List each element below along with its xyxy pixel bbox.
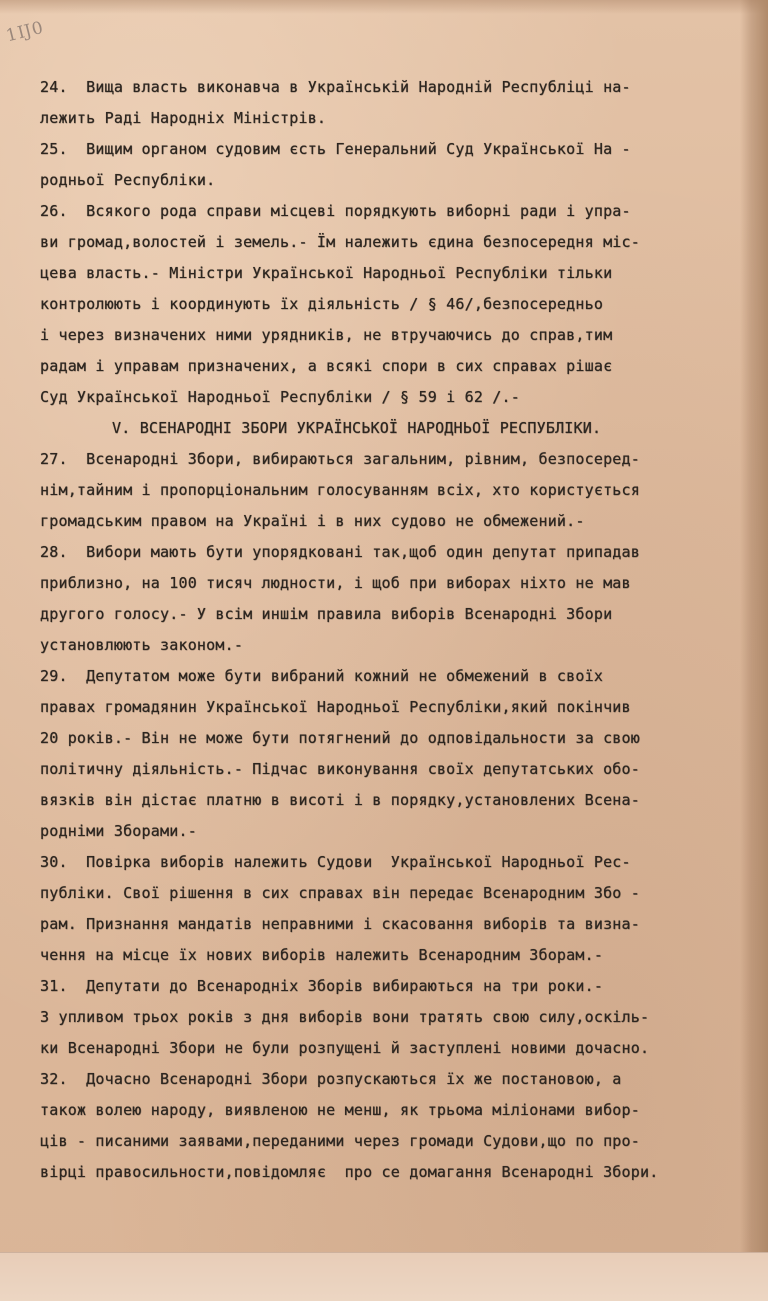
text-line: і через визначених ними урядників, не втручаючись до справ,тим	[40, 326, 613, 344]
text-line: родньої Республіки.	[40, 171, 216, 189]
text-line: 32. Дочасно Всенародні Збори розпускаються їх же постановою, а	[40, 1070, 622, 1088]
section-heading: V. ВСЕНАРОДНІ ЗБОРИ УКРАЇНСЬКОЇ НАРОДНЬОЇ РЕСПУБЛІКИ.	[112, 419, 602, 437]
text-line: лежить Раді Народніх Міністрів.	[40, 109, 327, 127]
typewritten-text	[40, 72, 755, 1188]
text-line: цева власть.- Міністри Української Народньої Республіки тільки	[40, 264, 613, 282]
text-line: вязків він дістає платню в висоті і в порядку,установлених Всена-	[40, 791, 640, 809]
text-line: 20 років.- Він не може бути потягнений до одповідальности за свою	[40, 729, 640, 747]
text-line: радам і управам призначених, а всякі спори в сих справах рішає	[40, 357, 613, 375]
text-line: 27. Всенародні Збори, вибираються загальним, рівним, безпосеред-	[40, 450, 640, 468]
text-line: 24. Вища власть виконавча в Українській Народній Республіці на-	[40, 78, 631, 96]
text-line: 26. Всякого рода справи місцеві порядкують виборні ради і упра-	[40, 202, 631, 220]
text-line: ців - писаними заявами,переданими через громади Судови,що по про-	[40, 1132, 640, 1150]
page-top-edge	[0, 0, 768, 14]
text-line: Суд Української Народньої Республіки / § 59 і 62 /.-	[40, 388, 520, 406]
text-line: правах громадянин Української Народньої Республіки,який покінчив	[40, 698, 631, 716]
text-line: 31. Депутати до Всенародніх Зборів вибираються на три роки.-	[40, 977, 604, 995]
text-line: публіки. Свої рішення в сих справах він передає Всенародним Збо -	[40, 884, 640, 902]
text-line: установлюють законом.-	[40, 636, 244, 654]
text-line: чення на місце їх нових виборів належить Всенародним Зборам.-	[40, 946, 604, 964]
text-line: родніми Зборами.-	[40, 822, 197, 840]
text-line: вірці правосильности,повідомляє про се домагання Всенародні Збори.	[40, 1163, 659, 1181]
scan-bottom-margin	[0, 1252, 768, 1301]
text-line: приблизно, на 100 тисяч людности, і щоб при виборах ніхто не мав	[40, 574, 631, 592]
text-line: рам. Признання мандатів неправними і скасовання виборів та визна-	[40, 915, 640, 933]
text-line: ки Всенародні Збори не були розпущені й заступлені новими дочасно.	[40, 1039, 650, 1057]
text-line: 29. Депутатом може бути вибраний кожний не обмежений в своїх	[40, 667, 604, 685]
text-line: також волею народу, виявленою не менш, як трьома міліонами вибор-	[40, 1101, 640, 1119]
text-line: 30. Повірка виборів належить Судови Української Народньої Рес-	[40, 853, 631, 871]
text-line: контролюють і координують їх діяльність / § 46/,безпосередньо	[40, 295, 604, 313]
text-line: 25. Вищим органом судовим єсть Генеральний Суд Української На -	[40, 140, 631, 158]
text-line: З упливом трьох років з дня виборів вони тратять свою силу,оскіль-	[40, 1008, 650, 1026]
text-line: громадським правом на Україні і в них судово не обмежений.-	[40, 512, 585, 530]
text-line: політичну діяльність.- Підчас виконування своїх депутатських обо-	[40, 760, 640, 778]
text-line: 28. Вибори мають бути упорядковані так,щоб один депутат припадав	[40, 543, 640, 561]
text-line: нім,тайним і пропорціональним голосуванням всіх, хто користується	[40, 481, 640, 499]
archive-page-mark: 1Ĳ0	[4, 17, 47, 47]
text-line: другого голосу.- У всім иншім правила виборів Всенародні Збори	[40, 605, 613, 623]
text-line: ви громад,волостей і земель.- Їм належить єдина безпосередня міс-	[40, 233, 640, 251]
